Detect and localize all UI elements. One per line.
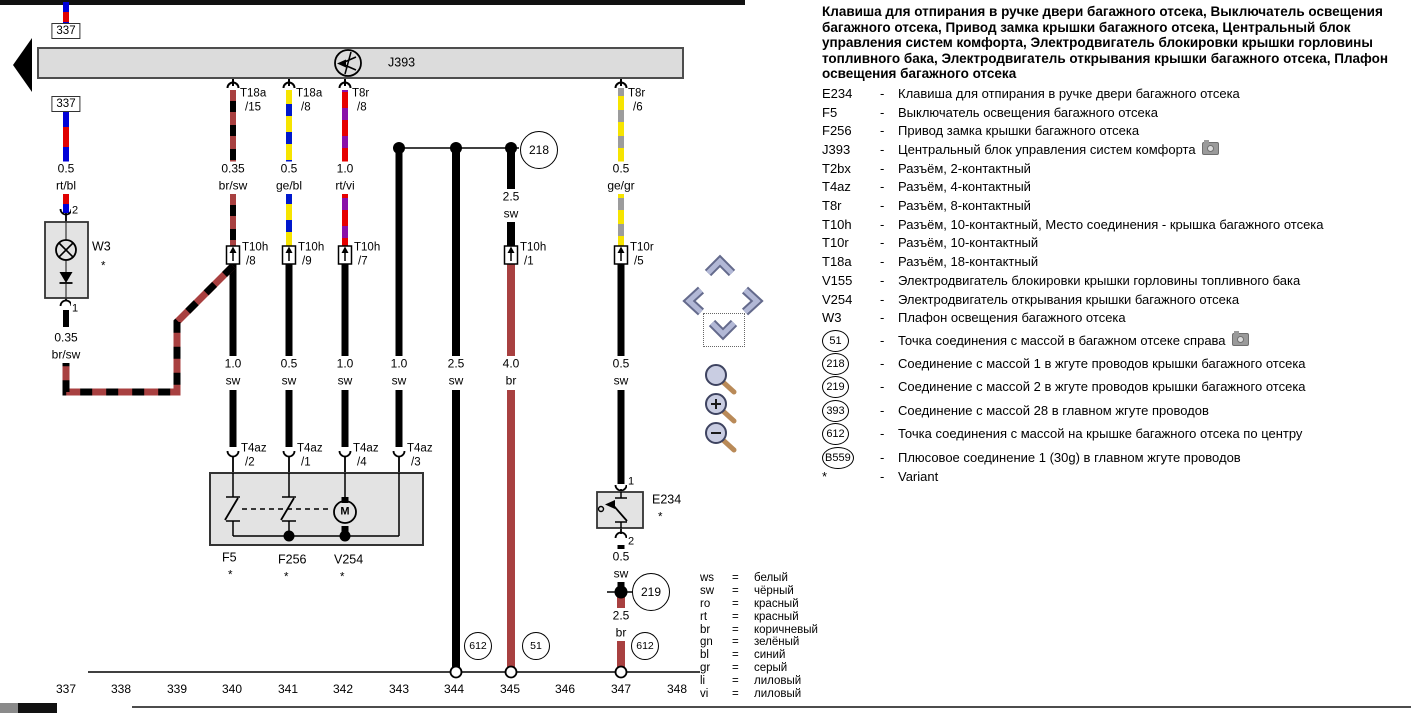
legend-row — [822, 273, 1408, 292]
connector-pin: /5 — [634, 255, 644, 268]
bar-connector-stubs — [228, 79, 627, 88]
color-name: зелёный — [754, 636, 800, 649]
legend-row — [822, 292, 1408, 311]
legend-description: Соединение с массой 28 в главном жгуте проводов — [898, 402, 1209, 418]
connector-pin: /1 — [301, 456, 311, 469]
legend-row — [822, 422, 1408, 445]
legend-dash: - — [880, 291, 885, 307]
color-code: gr — [700, 662, 711, 675]
pan-down-icon[interactable] — [707, 316, 739, 342]
legend-row — [822, 179, 1408, 198]
color-code-row — [700, 649, 818, 662]
connector-label: T4az — [353, 442, 379, 455]
legend-description: Разъём, 8-контактный — [898, 198, 1031, 214]
legend-dash: - — [880, 310, 885, 326]
color-code-row — [700, 598, 818, 611]
color-code: vi — [700, 688, 709, 701]
connector-label: T10h — [520, 241, 547, 254]
legend-row — [822, 376, 1408, 399]
wire-gauge: 2.5 — [500, 190, 523, 205]
legend-description: Клавиша для отпирания в ручке двери багажного отсека — [898, 85, 1240, 101]
connector-label: T10h — [354, 241, 381, 254]
connector-pin: /1 — [524, 255, 534, 268]
track-number: 343 — [388, 682, 410, 696]
legend-key — [822, 447, 880, 469]
legend-key: T10h — [822, 216, 852, 232]
legend-row — [822, 254, 1408, 273]
legend-key: T4az — [822, 179, 851, 195]
legend-panel — [822, 4, 1408, 488]
track-number: 338 — [110, 682, 132, 696]
legend-dash: - — [880, 216, 885, 232]
legend-key: T10r — [822, 235, 849, 251]
pan-right-icon[interactable] — [736, 284, 764, 318]
track-number: 339 — [166, 682, 188, 696]
color-name: белый — [754, 572, 788, 584]
legend-row — [822, 235, 1408, 254]
wire-gauge: 1.0 — [222, 357, 245, 372]
wire-color: sw — [611, 567, 632, 582]
legend-key — [822, 330, 880, 352]
track-number: 344 — [443, 682, 465, 696]
legend-key: F5 — [822, 104, 838, 120]
equals-sign: = — [732, 584, 739, 597]
color-name: лиловый — [754, 675, 802, 688]
track-ref: 337 — [51, 96, 80, 112]
color-code: li — [700, 675, 706, 688]
wire-gauge: 0.5 — [278, 162, 301, 177]
connector-label: T18a — [240, 87, 267, 100]
wire-color: rt/bl — [53, 179, 79, 194]
legend-key: T18a — [822, 254, 852, 270]
wire-gauge: 1.0 — [334, 357, 357, 372]
legend-description: Variant — [898, 469, 939, 485]
e234-switch-symbol — [597, 492, 643, 528]
legend-key — [822, 376, 880, 398]
wire-color: rt/vi — [332, 179, 357, 194]
wire-color: sw — [279, 374, 300, 389]
legend-dash: - — [880, 123, 885, 139]
legend-dash: - — [880, 272, 885, 288]
wire-br-sw-routed — [66, 266, 233, 392]
camera-icon[interactable] — [1232, 333, 1249, 346]
equals-sign: = — [732, 688, 739, 701]
wire-color: sw — [446, 374, 467, 389]
equals-sign: = — [732, 623, 739, 636]
wire-color: sw — [389, 374, 410, 389]
wire-color: sw — [611, 374, 632, 389]
wire-color-legend — [700, 572, 818, 701]
variant-mark: * — [658, 511, 663, 524]
legend-row — [822, 352, 1408, 375]
legend-description: Выключатель освещения багажного отсека — [898, 104, 1158, 120]
legend-key — [822, 353, 880, 375]
legend-description: Привод замка крышки багажного отсека — [898, 123, 1140, 139]
wire-gauge: 4.0 — [500, 357, 523, 372]
connector-pin: /8 — [301, 101, 311, 114]
connector-label: T4az — [297, 442, 323, 455]
legend-dash: - — [880, 449, 885, 465]
track-number: 348 — [666, 682, 688, 696]
legend-row — [822, 217, 1408, 236]
legend-key — [822, 423, 880, 445]
color-code: br — [700, 623, 711, 636]
legend-dash: - — [880, 235, 885, 251]
color-name: чёрный — [754, 584, 794, 597]
ground-connection-circle: 612 — [464, 632, 492, 660]
legend-dash: - — [880, 254, 885, 270]
legend-dash: - — [880, 179, 885, 195]
legend-key: V254 — [822, 291, 853, 307]
camera-icon[interactable] — [1202, 142, 1219, 155]
legend-description: Точка соединения с массой на крышке багажного отсека по центру — [898, 426, 1303, 442]
ground-symbol: B559 — [822, 447, 854, 469]
variant-mark: * — [101, 260, 106, 273]
legend-dash: - — [880, 332, 885, 348]
legend-key: F256 — [822, 123, 852, 139]
j393-module-bar — [38, 48, 683, 78]
legend-row — [822, 329, 1408, 352]
legend-row — [822, 86, 1408, 105]
wire-color: sw — [501, 207, 522, 222]
component-legend — [822, 86, 1408, 488]
wire-gauge: 0.35 — [51, 331, 80, 346]
connector-label: T18a — [296, 87, 323, 100]
connector-label: T10h — [298, 241, 325, 254]
connector-label: T8r — [628, 87, 646, 100]
color-code: ro — [700, 597, 711, 610]
legend-description: Электродвигатель открывания крышки багажного отсека — [898, 291, 1240, 307]
legend-key: T2bx — [822, 160, 851, 176]
track-number: 341 — [277, 682, 299, 696]
wire-gauge: 2.5 — [610, 609, 633, 624]
ground-symbol: 219 — [822, 376, 849, 398]
color-name: красный — [754, 597, 799, 610]
connector-pin: /9 — [302, 255, 312, 268]
legend-description: Точка соединения с массой в багажном отсеке справа — [898, 333, 1408, 348]
legend-dash: - — [880, 379, 885, 395]
variant-mark: * — [284, 571, 289, 584]
connector-pin: /4 — [357, 456, 367, 469]
legend-key: J393 — [822, 142, 851, 158]
legend-row — [822, 161, 1408, 180]
variant-mark: * — [228, 569, 233, 582]
color-code-row — [700, 611, 818, 624]
legend-key: T8r — [822, 198, 842, 214]
color-code-row — [700, 675, 818, 688]
connector-label: T10r — [630, 241, 654, 254]
connector-pin: /8 — [246, 255, 256, 268]
connector-label: T4az — [241, 442, 267, 455]
e234-label: E234 — [652, 492, 682, 507]
wire-gauge: 1.0 — [334, 162, 357, 177]
track-number: 342 — [332, 682, 354, 696]
v254-label: V254 — [334, 552, 364, 567]
color-name: красный — [754, 610, 799, 623]
legend-dash: - — [880, 426, 885, 442]
legend-description: Разъём, 2-контактный — [898, 160, 1031, 176]
legend-description: Центральный блок управления систем комфорта — [898, 142, 1408, 158]
connector-label: T4az — [407, 442, 433, 455]
ground-connection-circle: 51 — [522, 632, 550, 660]
legend-row — [822, 198, 1408, 217]
legend-dash: - — [880, 160, 885, 176]
equals-sign: = — [732, 636, 739, 649]
wire-gauge: 0.5 — [610, 357, 633, 372]
legend-description: Соединение с массой 1 в жгуте проводов крышки багажного отсека — [898, 355, 1306, 371]
w3-label: W3 — [92, 239, 111, 254]
motor-label: M — [340, 505, 350, 518]
legend-dash: - — [880, 469, 885, 485]
wire-color: br/sw — [216, 179, 251, 194]
equals-sign: = — [732, 649, 739, 662]
track-number: 347 — [610, 682, 632, 696]
legend-dash: - — [880, 104, 885, 120]
legend-key: * — [822, 469, 828, 485]
ground-symbol: 612 — [822, 423, 849, 445]
f256-label: F256 — [278, 552, 307, 567]
color-name: коричневый — [754, 623, 818, 636]
legend-key: W3 — [822, 310, 842, 326]
pan-up-icon[interactable] — [702, 254, 738, 282]
legend-row — [822, 469, 1408, 488]
t10-connector-boxes — [227, 246, 628, 264]
connector-pin: /6 — [633, 101, 643, 114]
ground-connection-circle: 218 — [520, 131, 558, 169]
pin-number: 2 — [628, 535, 635, 548]
pin-number: 1 — [72, 302, 79, 315]
color-code-row — [700, 662, 818, 675]
wire-color: ge/gr — [604, 179, 637, 194]
track-ref: 337 — [51, 23, 80, 39]
connector-pin: /3 — [411, 456, 421, 469]
track-number: 345 — [499, 682, 521, 696]
color-name: синий — [754, 649, 786, 662]
legend-description: Плюсовое соединение 1 (30g) в главном жгуте проводов — [898, 449, 1241, 465]
current-track-scale — [88, 667, 700, 678]
legend-key: E234 — [822, 85, 853, 101]
ground-connection-circle: 219 — [632, 573, 670, 611]
ground-symbol: 393 — [822, 400, 849, 422]
color-name: серый — [754, 662, 788, 675]
w3-lamp-symbol — [45, 222, 88, 298]
legend-key — [822, 400, 880, 422]
junction-219-group — [607, 586, 633, 599]
wire-gauge: 2.5 — [445, 357, 468, 372]
connector-pin: /15 — [245, 101, 261, 114]
legend-dash: - — [880, 402, 885, 418]
ground-symbol: 218 — [822, 353, 849, 375]
wire-color: sw — [335, 374, 356, 389]
wire-gauge: 0.5 — [278, 357, 301, 372]
legend-row — [822, 123, 1408, 142]
wire-color: sw — [223, 374, 244, 389]
wire-gauge: 0.5 — [55, 162, 78, 177]
legend-row — [822, 310, 1408, 329]
color-code: rt — [700, 610, 708, 623]
pin-number: 2 — [72, 204, 79, 217]
f5-label: F5 — [222, 550, 237, 565]
legend-key: V155 — [822, 272, 853, 288]
equals-sign: = — [732, 597, 739, 610]
brown-wires — [511, 264, 621, 667]
track-number: 337 — [55, 682, 77, 696]
zoom-out-icon[interactable] — [701, 419, 739, 453]
color-code-row — [700, 636, 818, 649]
connector-pin: /8 — [357, 101, 367, 114]
trunk-lid-unit — [210, 473, 423, 545]
color-code-row — [700, 572, 818, 585]
wire-gauge: 0.5 — [610, 550, 633, 565]
wire-color: br/sw — [49, 348, 84, 363]
legend-dash: - — [880, 355, 885, 371]
wire-gauge: 1.0 — [388, 357, 411, 372]
legend-row — [822, 399, 1408, 422]
legend-description: Разъём, 10-контактный, Место соединения - крышка багажного отсека — [898, 216, 1324, 232]
color-code-row — [700, 688, 818, 701]
legend-dash: - — [880, 198, 885, 214]
wire-gauge: 0.5 — [610, 162, 633, 177]
color-code: bl — [700, 649, 709, 662]
wire-gauge: 0.35 — [218, 162, 247, 177]
color-code-row — [700, 624, 818, 637]
wire-color: br — [613, 626, 630, 641]
ground-connection-circle: 612 — [631, 632, 659, 660]
wire-color: ge/bl — [273, 179, 305, 194]
color-name: лиловый — [754, 688, 802, 701]
connector-label: T10h — [242, 241, 269, 254]
legend-description: Электродвигатель блокировки крышки горловины топливного бака — [898, 272, 1301, 288]
pan-left-icon[interactable] — [682, 284, 710, 318]
connector-label: T8r — [352, 87, 370, 100]
legend-dash: - — [880, 142, 885, 158]
legend-row — [822, 446, 1408, 469]
color-code: ws — [700, 572, 715, 584]
junction-218-group — [393, 142, 519, 154]
equals-sign: = — [732, 572, 739, 584]
equals-sign: = — [732, 610, 739, 623]
legend-description: Соединение с массой 2 в жгуте проводов крышки багажного отсека — [898, 379, 1306, 395]
variant-mark: * — [340, 571, 345, 584]
equals-sign: = — [732, 675, 739, 688]
wire-color: br — [503, 374, 520, 389]
legend-description: Разъём, 18-контактный — [898, 254, 1039, 270]
legend-description: Разъём, 4-контактный — [898, 179, 1031, 195]
track-number: 340 — [221, 682, 243, 696]
color-code: sw — [700, 584, 715, 597]
legend-description: Плафон освещения багажного отсека — [898, 310, 1126, 326]
pin-number: 1 — [628, 475, 635, 488]
diagram-title: Клавиша для отпирания в ручке двери багажного отсека, Выключатель освещения багажного отсека, Привод замка крышки багажного отсека, Центральный блок управления систем комфорта, Электродвигатель блокировки крышки горловины топливного бака, Электродвигатель открывания крышки багажного отсека, Плафон освещения багажного отсека — [822, 4, 1389, 82]
legend-row — [822, 142, 1408, 161]
connector-pin: /2 — [245, 456, 255, 469]
legend-row — [822, 105, 1408, 124]
connector-pin: /7 — [358, 255, 368, 268]
legend-dash: - — [880, 85, 885, 101]
color-code-row — [700, 585, 818, 598]
legend-description: Разъём, 10-контактный — [898, 235, 1039, 251]
j393-label: J393 — [388, 55, 416, 70]
ground-symbol: 51 — [822, 330, 849, 352]
previous-page-arrow[interactable] — [10, 36, 34, 94]
color-code: gn — [700, 636, 713, 649]
track-number: 346 — [554, 682, 576, 696]
equals-sign: = — [732, 662, 739, 675]
